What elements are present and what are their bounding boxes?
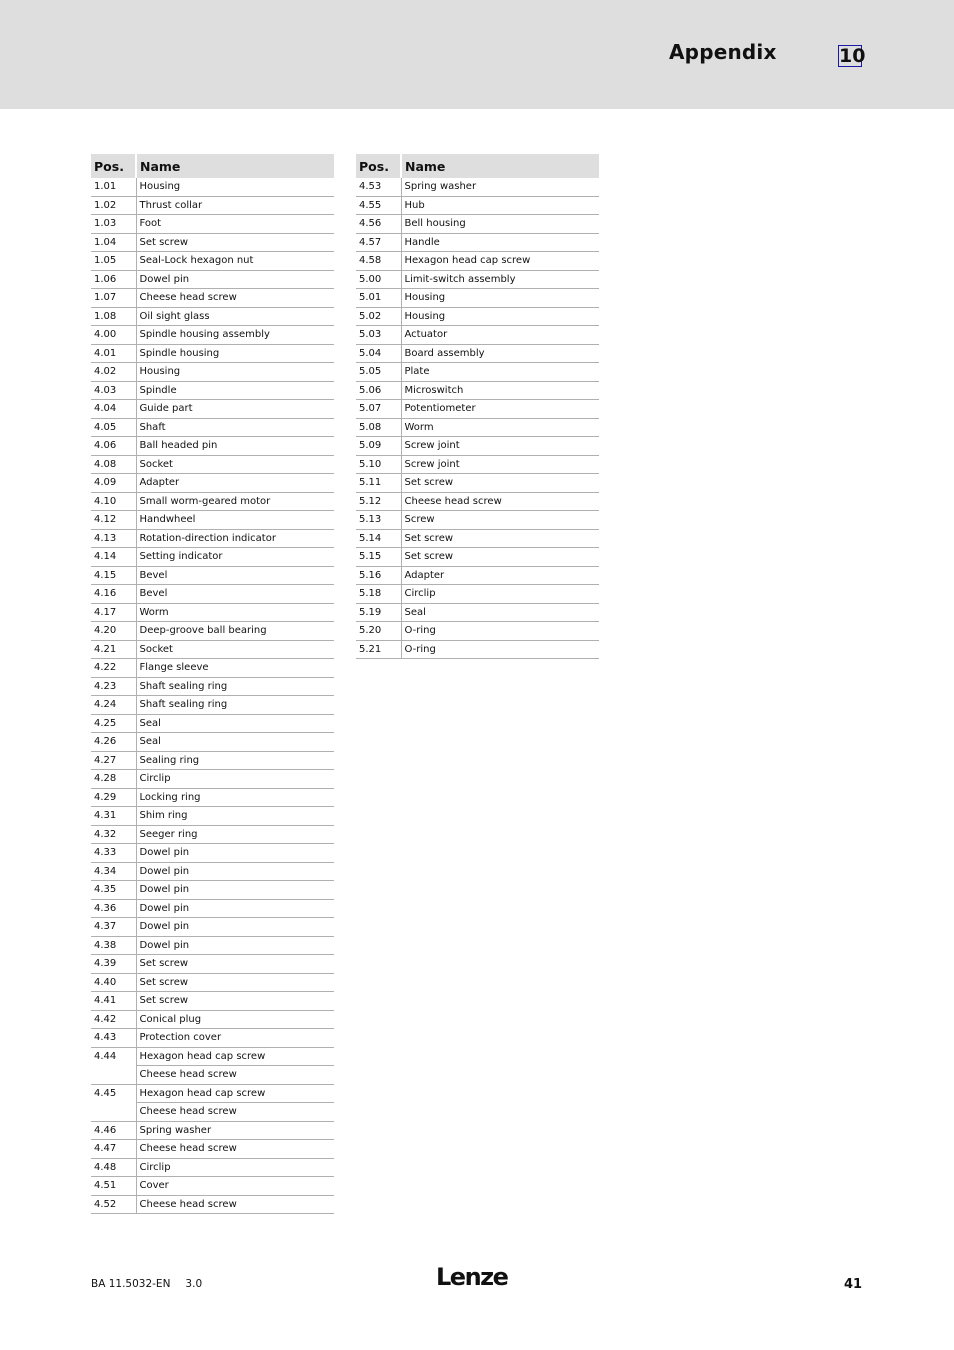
table-row (356, 603, 599, 622)
table-row (356, 381, 599, 400)
pos-cell: 5.06 (356, 381, 401, 400)
name-cell: Oil sight glass (136, 307, 334, 326)
pos-cell: 4.00 (91, 326, 136, 345)
name-cell: Shim ring (136, 807, 334, 826)
table-row (356, 307, 599, 326)
pos-cell: 5.08 (356, 418, 401, 437)
table-row (356, 492, 599, 511)
table-row (91, 289, 334, 308)
name-cell: Foot (136, 215, 334, 234)
pos-cell: 4.58 (356, 252, 401, 271)
pos-cell: 4.44 (91, 1047, 136, 1066)
name-cell: Cheese head screw (401, 492, 599, 511)
chapter-number-link[interactable]: 10 (839, 45, 866, 67)
name-cell: Set screw (401, 548, 599, 567)
table-row (356, 640, 599, 659)
name-cell: Locking ring (136, 788, 334, 807)
table-row (91, 363, 334, 382)
name-cell: Housing (401, 289, 599, 308)
name-cell: Rotation-direction indicator (136, 529, 334, 548)
table-row (91, 807, 334, 826)
pos-cell: 1.05 (91, 252, 136, 271)
pos-cell: 4.42 (91, 1010, 136, 1029)
pos-cell: 4.16 (91, 585, 136, 604)
lenze-logo: Lenze (436, 1263, 508, 1291)
table-row (356, 215, 599, 234)
table-row (91, 825, 334, 844)
table-row (91, 381, 334, 400)
table-row (91, 585, 334, 604)
table-row (91, 918, 334, 937)
name-cell: Bevel (136, 585, 334, 604)
pos-cell: 5.14 (356, 529, 401, 548)
name-cell: Bevel (136, 566, 334, 585)
table-row (91, 899, 334, 918)
page-title: Appendix (669, 40, 777, 64)
name-cell: Screw joint (401, 455, 599, 474)
table-row (91, 548, 334, 567)
name-cell: Microswitch (401, 381, 599, 400)
name-cell: Worm (401, 418, 599, 437)
pos-cell: 4.48 (91, 1158, 136, 1177)
name-cell: Protection cover (136, 1029, 334, 1048)
pos-cell: 4.10 (91, 492, 136, 511)
name-cell: Dowel pin (136, 270, 334, 289)
name-cell: Spring washer (136, 1121, 334, 1140)
name-cell: Set screw (401, 474, 599, 493)
name-cell: Spindle (136, 381, 334, 400)
name-cell: Handle (401, 233, 599, 252)
table-row (91, 455, 334, 474)
pos-cell: 5.10 (356, 455, 401, 474)
table-row (91, 1195, 334, 1214)
pos-cell: 4.40 (91, 973, 136, 992)
name-cell: Bell housing (401, 215, 599, 234)
table-row (91, 1121, 334, 1140)
pos-cell: 1.03 (91, 215, 136, 234)
pos-cell: 4.56 (356, 215, 401, 234)
name-cell: Guide part (136, 400, 334, 419)
table-row (356, 622, 599, 641)
table-row (356, 437, 599, 456)
pos-cell: 4.32 (91, 825, 136, 844)
pos-cell: 5.20 (356, 622, 401, 641)
table-row (356, 252, 599, 271)
name-cell: Potentiometer (401, 400, 599, 419)
pos-cell: 4.21 (91, 640, 136, 659)
name-cell: Seal (136, 714, 334, 733)
pos-cell: 4.51 (91, 1177, 136, 1196)
table-row (91, 992, 334, 1011)
pos-cell: 4.22 (91, 659, 136, 678)
name-cell: Thrust collar (136, 196, 334, 215)
table-row (356, 289, 599, 308)
name-cell: Circlip (136, 770, 334, 789)
name-cell: Setting indicator (136, 548, 334, 567)
pos-cell: 4.52 (91, 1195, 136, 1214)
column-header-name: Name (136, 154, 334, 178)
table-row (91, 1140, 334, 1159)
table-row (356, 548, 599, 567)
name-cell: Ball headed pin (136, 437, 334, 456)
pos-cell: 5.09 (356, 437, 401, 456)
name-cell: Cover (136, 1177, 334, 1196)
table-row (356, 196, 599, 215)
pos-cell: 4.09 (91, 474, 136, 493)
header-band (0, 0, 954, 109)
pos-cell: 4.17 (91, 603, 136, 622)
pos-cell: 4.43 (91, 1029, 136, 1048)
table-row (356, 326, 599, 345)
table-row (91, 659, 334, 678)
table-row (356, 529, 599, 548)
name-cell: Plate (401, 363, 599, 382)
name-cell: Limit-switch assembly (401, 270, 599, 289)
name-cell: Hexagon head cap screw (136, 1047, 334, 1066)
table-row (356, 455, 599, 474)
pos-cell: 4.41 (91, 992, 136, 1011)
pos-cell: 4.12 (91, 511, 136, 530)
table-row (91, 511, 334, 530)
name-cell: Adapter (401, 566, 599, 585)
pos-cell: 4.14 (91, 548, 136, 567)
pos-cell: 5.00 (356, 270, 401, 289)
pos-cell: 5.16 (356, 566, 401, 585)
name-cell: Hexagon head cap screw (401, 252, 599, 271)
pos-cell: 4.08 (91, 455, 136, 474)
pos-cell: 4.15 (91, 566, 136, 585)
name-cell: Spindle housing assembly (136, 326, 334, 345)
table-row (356, 418, 599, 437)
name-cell: Seal-Lock hexagon nut (136, 252, 334, 271)
name-cell: Cheese head screw (136, 1195, 334, 1214)
table-row (356, 178, 599, 196)
table-row (91, 622, 334, 641)
doc-version: 3.0 (185, 1278, 203, 1290)
table-row (91, 215, 334, 234)
table-row (91, 418, 334, 437)
table-row (91, 1047, 334, 1066)
doc-id: BA 11.5032-EN (91, 1278, 171, 1290)
pos-cell: 4.55 (356, 196, 401, 215)
table-row (91, 492, 334, 511)
name-cell: Dowel pin (136, 918, 334, 937)
pos-cell: 4.34 (91, 862, 136, 881)
pos-cell: 4.23 (91, 677, 136, 696)
name-cell: O-ring (401, 622, 599, 641)
name-cell: Dowel pin (136, 862, 334, 881)
table-row (91, 529, 334, 548)
pos-cell: 1.02 (91, 196, 136, 215)
name-cell: Board assembly (401, 344, 599, 363)
pos-cell: 4.35 (91, 881, 136, 900)
table-row (91, 566, 334, 585)
name-cell: Housing (136, 178, 334, 196)
table-row (91, 178, 334, 196)
name-cell: Set screw (401, 529, 599, 548)
name-cell: Set screw (136, 973, 334, 992)
table-row (91, 1084, 334, 1103)
name-cell: Handwheel (136, 511, 334, 530)
name-cell: Dowel pin (136, 899, 334, 918)
pos-cell: 5.04 (356, 344, 401, 363)
name-cell: Seeger ring (136, 825, 334, 844)
pos-cell: 4.25 (91, 714, 136, 733)
table-row (91, 437, 334, 456)
name-cell: Adapter (136, 474, 334, 493)
table-row (91, 1103, 334, 1122)
name-cell: O-ring (401, 640, 599, 659)
name-cell: Spring washer (401, 178, 599, 196)
name-cell: Shaft (136, 418, 334, 437)
pos-cell: 4.46 (91, 1121, 136, 1140)
name-cell: Set screw (136, 955, 334, 974)
name-cell: Housing (136, 363, 334, 382)
name-cell: Set screw (136, 992, 334, 1011)
pos-cell: 4.53 (356, 178, 401, 196)
table-row (91, 936, 334, 955)
table-row (91, 1029, 334, 1048)
pos-cell: 5.13 (356, 511, 401, 530)
name-cell: Worm (136, 603, 334, 622)
pos-cell: 4.29 (91, 788, 136, 807)
table-row (91, 1158, 334, 1177)
table-row (91, 344, 334, 363)
pos-cell: 4.37 (91, 918, 136, 937)
table-row (91, 955, 334, 974)
name-cell: Cheese head screw (136, 1103, 334, 1122)
name-cell: Cheese head screw (136, 1140, 334, 1159)
table-row (356, 344, 599, 363)
pos-cell: 4.45 (91, 1084, 136, 1103)
pos-cell: 4.39 (91, 955, 136, 974)
pos-cell: 4.04 (91, 400, 136, 419)
pos-cell: 4.01 (91, 344, 136, 363)
column-header-pos: Pos. (356, 154, 401, 178)
pos-cell: 5.12 (356, 492, 401, 511)
pos-cell: 4.31 (91, 807, 136, 826)
table-row (91, 788, 334, 807)
table-row (91, 1177, 334, 1196)
page-number: 41 (844, 1277, 863, 1292)
table-row (91, 474, 334, 493)
table-row (91, 233, 334, 252)
table-row (356, 566, 599, 585)
table-row (356, 270, 599, 289)
name-cell: Cheese head screw (136, 1066, 334, 1085)
table-row (91, 696, 334, 715)
table-row (91, 862, 334, 881)
pos-cell: 5.15 (356, 548, 401, 567)
name-cell: Spindle housing (136, 344, 334, 363)
pos-cell: 5.18 (356, 585, 401, 604)
table-row (356, 474, 599, 493)
pos-cell: 4.28 (91, 770, 136, 789)
table-row (91, 770, 334, 789)
pos-cell: 1.08 (91, 307, 136, 326)
table-row (91, 640, 334, 659)
pos-cell: 4.57 (356, 233, 401, 252)
name-cell: Dowel pin (136, 936, 334, 955)
pos-cell: 5.07 (356, 400, 401, 419)
pos-cell: 1.01 (91, 178, 136, 196)
table-row (356, 363, 599, 382)
column-header-pos: Pos. (91, 154, 136, 178)
name-cell: Actuator (401, 326, 599, 345)
pos-cell: 4.13 (91, 529, 136, 548)
name-cell: Circlip (136, 1158, 334, 1177)
pos-cell: 1.07 (91, 289, 136, 308)
table-row (91, 973, 334, 992)
column-header-name: Name (401, 154, 599, 178)
pos-cell: 4.05 (91, 418, 136, 437)
name-cell: Screw joint (401, 437, 599, 456)
footer-document-id (91, 1278, 202, 1290)
name-cell: Set screw (136, 233, 334, 252)
table-row (356, 511, 599, 530)
table-row (91, 881, 334, 900)
parts-table-right (356, 154, 599, 659)
table-row (356, 233, 599, 252)
table-row (356, 585, 599, 604)
pos-cell: 4.47 (91, 1140, 136, 1159)
name-cell: Shaft sealing ring (136, 696, 334, 715)
pos-cell: 5.02 (356, 307, 401, 326)
table-row (91, 1010, 334, 1029)
table-row (91, 1066, 334, 1085)
table-row (91, 844, 334, 863)
name-cell: Conical plug (136, 1010, 334, 1029)
pos-cell: 4.26 (91, 733, 136, 752)
name-cell: Cheese head screw (136, 289, 334, 308)
name-cell: Socket (136, 640, 334, 659)
pos-cell: 4.02 (91, 363, 136, 382)
name-cell: Hub (401, 196, 599, 215)
table-row (91, 252, 334, 271)
pos-cell: 4.38 (91, 936, 136, 955)
pos-cell: 4.06 (91, 437, 136, 456)
pos-cell: 5.21 (356, 640, 401, 659)
name-cell: Deep-groove ball bearing (136, 622, 334, 641)
name-cell: Hexagon head cap screw (136, 1084, 334, 1103)
name-cell: Seal (136, 733, 334, 752)
table-row (91, 714, 334, 733)
table-row (356, 400, 599, 419)
name-cell: Housing (401, 307, 599, 326)
name-cell: Circlip (401, 585, 599, 604)
table-row (91, 677, 334, 696)
pos-cell: 4.24 (91, 696, 136, 715)
pos-cell: 5.03 (356, 326, 401, 345)
table-row (91, 196, 334, 215)
table-row (91, 270, 334, 289)
pos-cell: 5.11 (356, 474, 401, 493)
name-cell: Dowel pin (136, 881, 334, 900)
name-cell: Socket (136, 455, 334, 474)
pos-cell: 4.20 (91, 622, 136, 641)
pos-cell: 1.04 (91, 233, 136, 252)
pos-cell: 4.27 (91, 751, 136, 770)
table-row (91, 603, 334, 622)
name-cell: Seal (401, 603, 599, 622)
pos-cell (91, 1066, 136, 1085)
name-cell: Dowel pin (136, 844, 334, 863)
pos-cell (91, 1103, 136, 1122)
table-row (91, 751, 334, 770)
table-row (91, 326, 334, 345)
name-cell: Shaft sealing ring (136, 677, 334, 696)
pos-cell: 5.05 (356, 363, 401, 382)
pos-cell: 5.01 (356, 289, 401, 308)
table-row (91, 307, 334, 326)
table-row (91, 733, 334, 752)
pos-cell: 4.36 (91, 899, 136, 918)
name-cell: Sealing ring (136, 751, 334, 770)
name-cell: Screw (401, 511, 599, 530)
name-cell: Small worm-geared motor (136, 492, 334, 511)
name-cell: Flange sleeve (136, 659, 334, 678)
parts-table-left (91, 154, 334, 1214)
table-row (91, 400, 334, 419)
pos-cell: 4.03 (91, 381, 136, 400)
pos-cell: 4.33 (91, 844, 136, 863)
pos-cell: 5.19 (356, 603, 401, 622)
pos-cell: 1.06 (91, 270, 136, 289)
